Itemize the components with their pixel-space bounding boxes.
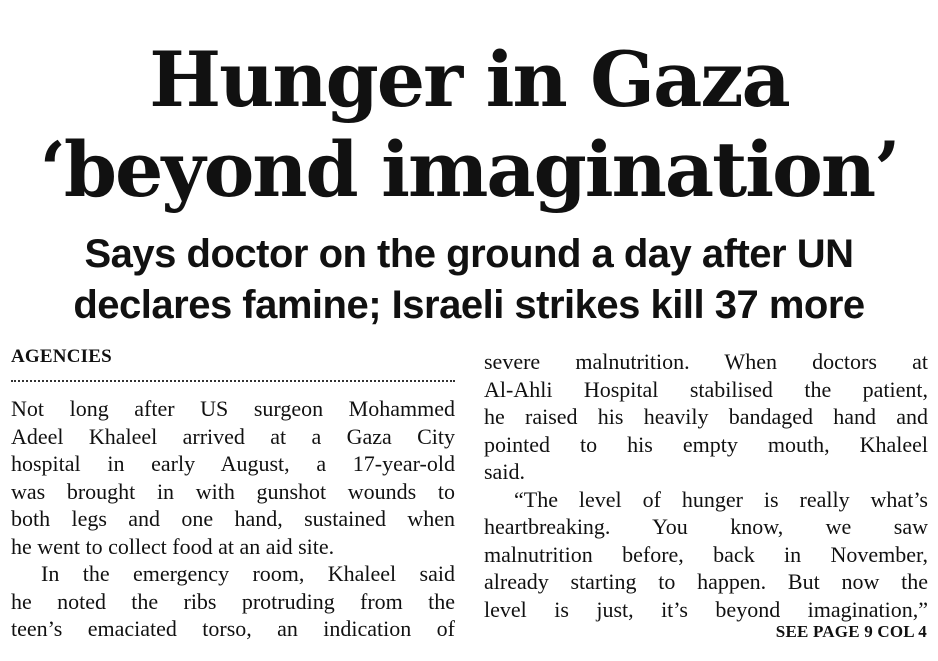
headline-line-1: Hunger in Gaza: [149, 35, 789, 124]
body-line: hospital in early August, a 17-year-old: [11, 451, 455, 476]
subheadline-line-1: Says doctor on the ground a day after UN: [84, 232, 854, 276]
body-line: “The level of hunger is really what’s: [514, 486, 928, 512]
body-line: both legs and one hand, sustained when: [11, 506, 455, 531]
body-line: Not long after US surgeon Mohammed: [11, 396, 455, 421]
body-line: severe malnutrition. When doctors at: [484, 349, 928, 374]
body-line: already starting to happen. But now the: [484, 569, 928, 594]
article-column-left: [11, 395, 455, 643]
subheadline-line-2: declares famine; Israeli strikes kill 37 more: [73, 283, 865, 327]
body-line: level is just, it’s beyond imagination,”: [484, 596, 928, 622]
body-line: he raised his heavily bandaged hand and: [484, 404, 928, 429]
body-line: Adeel Khaleel arrived at a Gaza City: [11, 423, 455, 449]
body-line: heartbreaking. You know, we saw: [484, 514, 928, 539]
body-line: he noted the ribs protruding from the: [11, 588, 455, 614]
dotted-divider: [11, 380, 455, 382]
body-line: Al-Ahli Hospital stabilised the patient,: [484, 376, 928, 402]
article-column-right: [484, 348, 928, 623]
body-line: said.: [484, 459, 525, 484]
continuation-jump-line: SEE PAGE 9 COL 4: [775, 622, 927, 641]
headline-line-2: ‘beyond imagination’: [39, 125, 899, 214]
body-line: In the emergency room, Khaleel said: [41, 561, 455, 586]
body-line: pointed to his empty mouth, Khaleel: [484, 431, 928, 457]
body-line: was brought in with gunshot wounds to: [11, 478, 455, 504]
body-line: teen’s emaciated torso, an indication of: [11, 616, 455, 641]
byline: AGENCIES: [11, 346, 112, 367]
body-line: malnutrition before, back in November,: [484, 541, 928, 567]
body-line: he went to collect food at an aid site.: [11, 533, 335, 559]
